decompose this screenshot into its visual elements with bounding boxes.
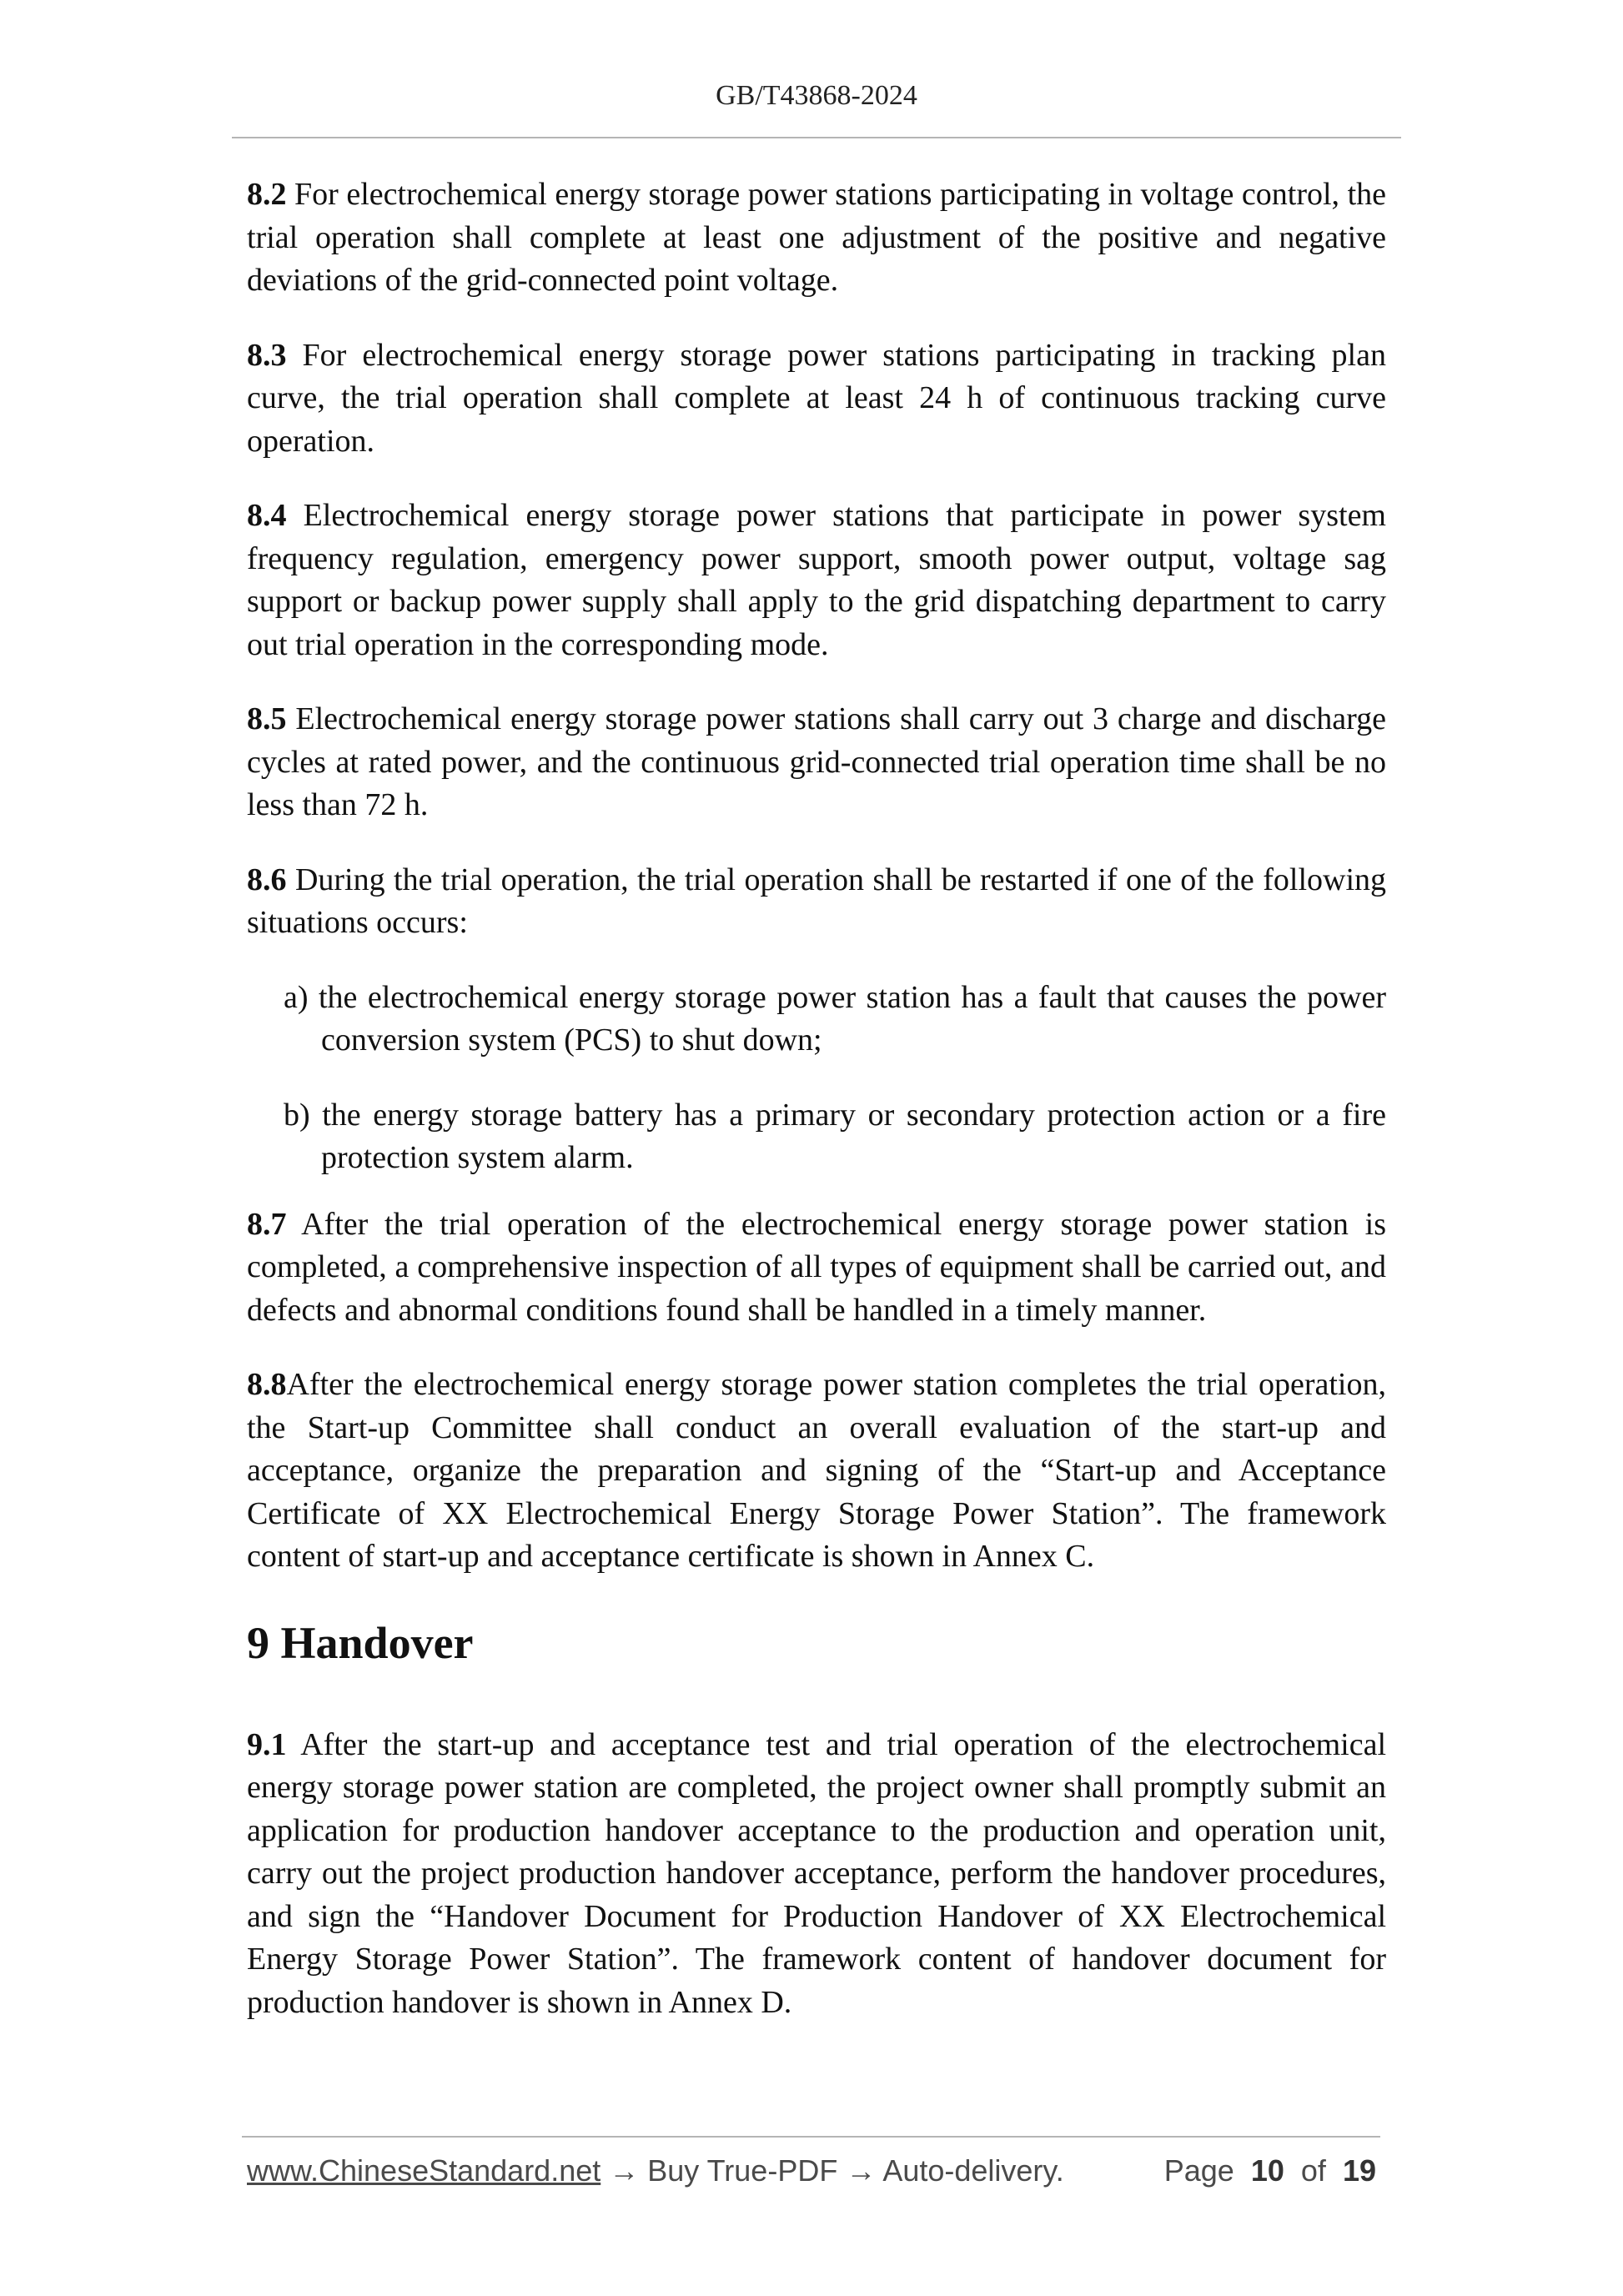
clause-8-4 xyxy=(247,495,1386,666)
clause-number: 8.3 xyxy=(247,337,287,373)
document-code-header: GB/T43868-2024 xyxy=(716,80,917,111)
list-item-b: b) the energy storage battery has a primary or secondary protection action or a fire protection system alarm. xyxy=(284,1097,1386,1175)
clause-text: Electrochemical energy storage power stations that participate in power system frequency regulation, emergency power support, smooth power output, voltage sag support or backup power supply shall apply to the grid dispatching department to carry out trial operation in the corresponding mode. xyxy=(247,498,1386,662)
clause-text: Electrochemical energy storage power stations shall carry out 3 charge and discharge cycles at rated power, and the continuous grid-connected trial operation time shall be no less than 72 h. xyxy=(247,701,1386,822)
page-footer xyxy=(247,2153,1383,2195)
clause-9-1 xyxy=(247,1724,1386,2025)
clause-8-6 xyxy=(247,859,1386,945)
clause-8-3 xyxy=(247,334,1386,464)
clause-number: 9.1 xyxy=(247,1726,287,1762)
footer-divider xyxy=(242,2136,1380,2138)
clause-number: 8.5 xyxy=(247,701,287,736)
website-link[interactable]: www.ChineseStandard.net xyxy=(247,2153,601,2188)
clause-number: 8.8 xyxy=(247,1367,287,1402)
page-indicator xyxy=(1164,2153,1376,2188)
page-current: 10 xyxy=(1250,2153,1284,2188)
clause-number: 8.7 xyxy=(247,1206,287,1242)
page-of: of xyxy=(1300,2153,1326,2188)
document-body xyxy=(247,173,1386,2056)
list-item-a: a) the electrochemical energy storage power station has a fault that causes the power conversion system (PCS) to shut down; xyxy=(284,979,1386,1058)
clause-text: After the trial operation of the electrochemical energy storage power station is completed, a comprehensive inspection of all types of equipment shall be carried out, and defects and abnormal conditions found shall be handled in a timely manner. xyxy=(247,1206,1386,1328)
clause-number: 8.4 xyxy=(247,498,287,533)
page-label: Page xyxy=(1163,2153,1234,2188)
clause-8-5 xyxy=(247,698,1386,827)
clause-text: After the electrochemical energy storage power station completes the trial operation, the Start-up Committee shall conduct an overall evaluation of the start-up and acceptance, organize the preparation and signing of the “Start-up and Acceptance Certificate of XX Electrochemical Energy Storage Power Station”. The framework content of start-up and acceptance certificate is shown in Annex C. xyxy=(247,1367,1386,1574)
clause-text: For electrochemical energy storage power stations participating in tracking plan curve, the trial operation shall complete at least 24 h of continuous tracking curve operation. xyxy=(247,337,1386,459)
header-divider xyxy=(232,137,1401,138)
clause-text: During the trial operation, the trial operation shall be restarted if one of the following situations occurs: xyxy=(247,862,1386,940)
section-heading: 9 Handover xyxy=(247,1617,474,1668)
clause-8-8 xyxy=(247,1364,1386,1579)
clause-text: For electrochemical energy storage power stations participating in voltage control, the trial operation shall complete at least one adjustment of the positive and negative deviations of the grid-connected point voltage. xyxy=(247,177,1386,298)
clause-8-2 xyxy=(247,173,1386,303)
clause-8-7 xyxy=(247,1203,1386,1333)
footer-promo xyxy=(247,2153,1064,2188)
clause-number: 8.2 xyxy=(247,177,287,212)
clause-number: 8.6 xyxy=(247,862,287,897)
page-total: 19 xyxy=(1342,2153,1376,2188)
footer-tagline: → Buy True-PDF → Auto-delivery. xyxy=(600,2153,1064,2188)
clause-text: After the start-up and acceptance test and trial operation of the electrochemical energy storage power station are completed, the project owner shall promptly submit an application for production handover acceptance to the production and operation unit, carry out the project production handover acceptance, perform the handover procedures, and sign the “Handover Document for Production Handover of XX Electrochemical Energy Storage Power Station”. The framework content of handover document for production handover is shown in Annex D. xyxy=(247,1726,1386,2020)
